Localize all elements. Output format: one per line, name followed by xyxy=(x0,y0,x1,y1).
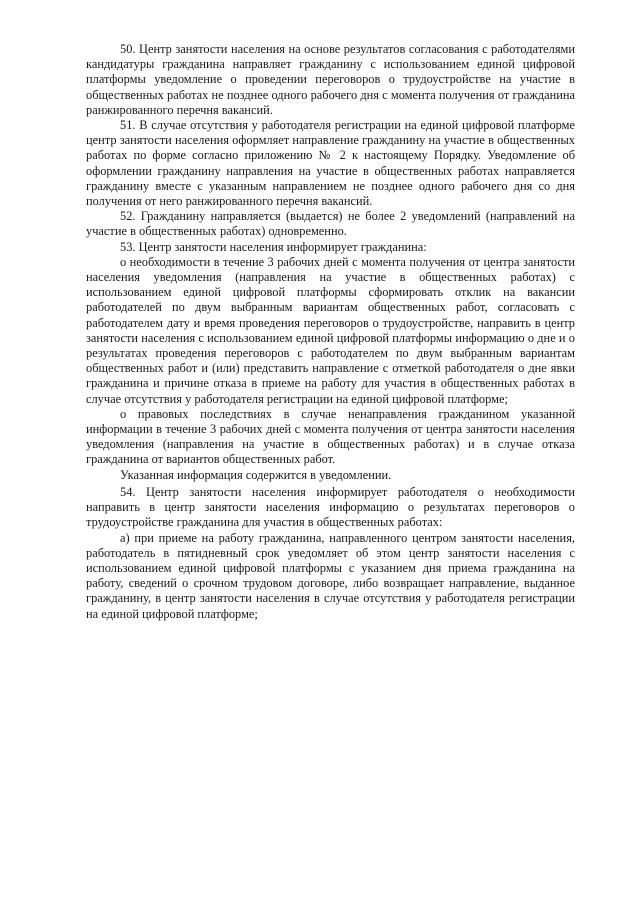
paragraph-54: 54. Центр занятости населения информирует работодателя о необходимости направить в центр занятости населения информацию о результатах переговоров о трудоустройстве гражданина для участия в общественных работах: xyxy=(86,484,575,530)
document-body xyxy=(86,42,575,622)
paragraph-53-note: Указанная информация содержится в уведомлении. xyxy=(120,467,392,482)
paragraph-53-item-2: о правовых последствиях в случае ненаправления гражданином указанной информации в течение 3 рабочих дней с момента получения от центра занятости населения уведомления (направления на участие в общественных работах) и в случае отказа гражданина от вариантов общественных работ. xyxy=(86,406,575,467)
paragraph-51: 51. В случае отсутствия у работодателя регистрации на единой цифровой платформе центр занятости населения оформляет направление гражданину на участие в общественных работах по форме согласно приложению № 2 к настоящему Порядку. Уведомление об оформлении гражданину направления на участие в общественных работах направляется гражданину вместе с указанным направлением не позднее одного рабочего дня со дня получения от него ранжированного перечня вакансий. xyxy=(86,118,575,209)
paragraph-53-item-1: о необходимости в течение 3 рабочих дней с момента получения от центра занятости населения уведомления (направления на участие в общественных работах) с использованием единой цифровой платформы сформировать отклик на вакансии работодателей по двум выбранным вариантам общественных работ, согласовать с работодателем дату и время проведения переговоров о трудоустройстве, направить в центр занятости населения с использованием единой цифровой платформы информацию о дне и о результатах проведения переговоров с работодателем по двум выбранным вариантам общественных работ и (или) представить направление с отметкой работодателя о дне явки гражданина и причине отказа в приеме на работу для участия в общественных работах в случае отсутствия у работодателя регистрации на единой цифровой платформе; xyxy=(86,254,575,406)
paragraph-53: 53. Центр занятости населения информирует гражданина: xyxy=(120,239,427,254)
paragraph-54-item-a: а) при приеме на работу гражданина, направленного центром занятости населения, работодатель в пятидневный срок уведомляет об этом центр занятости населения с использованием единой цифровой платформы с указанием дня приема гражданина на работу, сведений о срочном трудовом договоре, либо возвращает направление, выданное гражданину, в центр занятости населения в случае отсутствия у работодателя регистрации на единой цифровой платформе; xyxy=(86,530,575,621)
paragraph-50: 50. Центр занятости населения на основе результатов согласования с работодателями кандидатуры гражданина направляет гражданину с использованием единой цифровой платформы уведомление о проведении переговоров о трудоустройстве на участие в общественных работах не позднее одного рабочего дня с момента получения от гражданина ранжированного перечня вакансий. xyxy=(86,42,575,117)
paragraph-52: 52. Гражданину направляется (выдается) не более 2 уведомлений (направлений на участие в общественных работах) одновременно. xyxy=(86,209,575,239)
